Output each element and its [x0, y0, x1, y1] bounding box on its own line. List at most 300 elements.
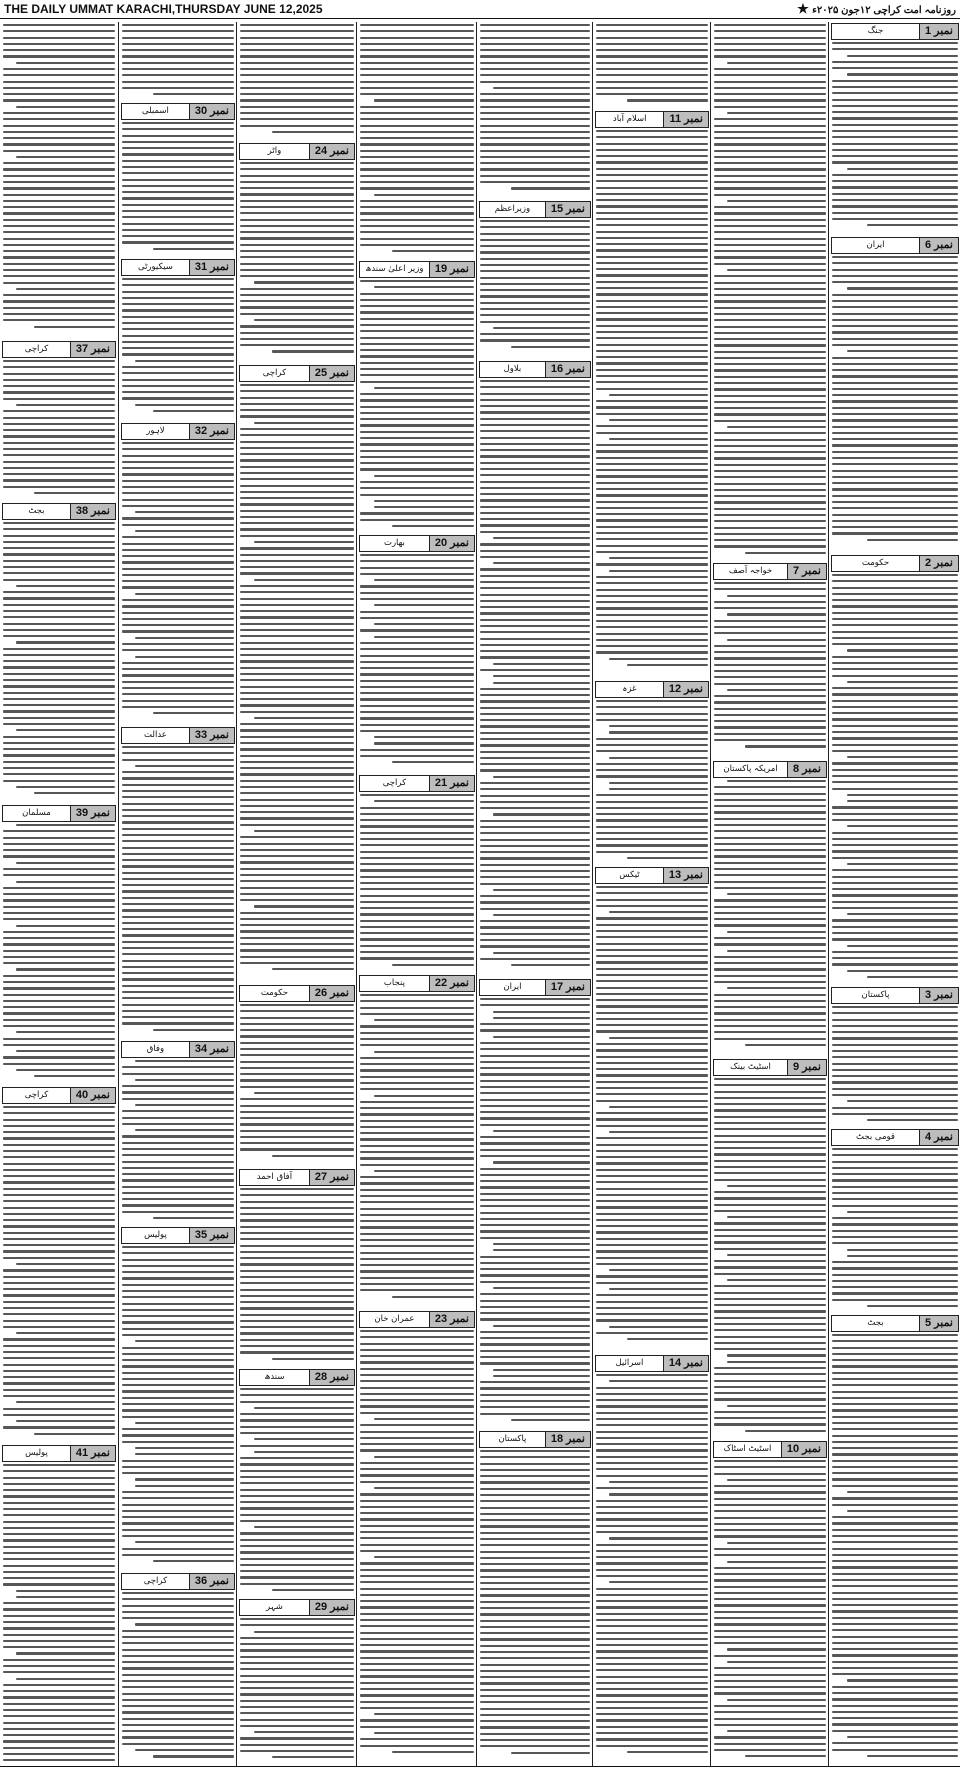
text-line	[122, 291, 234, 293]
text-line	[596, 601, 708, 603]
text-line	[714, 1342, 826, 1344]
text-line	[122, 141, 234, 143]
text-line	[122, 505, 234, 507]
text-line	[480, 1563, 590, 1565]
text-line	[34, 326, 115, 328]
text-line	[480, 524, 590, 526]
text-line	[714, 1711, 826, 1713]
text-line	[360, 512, 474, 514]
text-line	[596, 136, 708, 138]
text-line	[122, 1204, 234, 1206]
text-line	[240, 566, 354, 568]
text-line	[480, 575, 590, 577]
text-line	[240, 874, 354, 876]
text-line	[135, 360, 234, 362]
text-line	[596, 595, 708, 597]
text-line	[480, 289, 590, 291]
text-line	[714, 739, 826, 741]
news-item	[237, 1168, 357, 1368]
text-line	[240, 87, 354, 89]
text-line	[3, 1552, 115, 1554]
text-line	[240, 930, 354, 932]
text-line	[714, 645, 826, 647]
news-item-body-text	[122, 1246, 234, 1572]
text-line	[596, 582, 708, 584]
text-line	[360, 951, 474, 953]
text-line	[240, 288, 354, 290]
text-line	[609, 1326, 708, 1328]
text-line	[135, 1340, 234, 1342]
text-line	[360, 832, 474, 834]
text-line	[360, 1588, 474, 1590]
text-line	[727, 1699, 826, 1701]
text-line	[847, 756, 958, 758]
text-line	[360, 1013, 474, 1015]
text-line	[480, 769, 590, 771]
text-line	[714, 150, 826, 152]
text-line	[714, 1592, 826, 1594]
text-line	[596, 607, 708, 609]
text-line	[122, 1186, 234, 1188]
news-item-header	[121, 1041, 235, 1058]
text-line	[480, 1262, 590, 1264]
text-line	[493, 1130, 590, 1132]
text-line	[596, 1475, 708, 1477]
text-line	[480, 1212, 590, 1214]
text-line	[480, 181, 590, 183]
text-line	[480, 883, 590, 885]
text-line	[3, 410, 115, 412]
news-item-number: نمبر 35	[189, 1228, 234, 1243]
text-line	[122, 746, 234, 748]
text-line	[609, 725, 708, 727]
text-line	[832, 731, 958, 733]
text-line	[596, 168, 708, 170]
text-line	[240, 1238, 354, 1240]
text-line	[480, 455, 590, 457]
text-line	[240, 1086, 354, 1088]
text-line	[511, 1752, 590, 1754]
text-line	[360, 667, 474, 669]
text-line	[122, 916, 234, 918]
text-line	[153, 1217, 234, 1219]
text-line	[596, 369, 708, 371]
text-line	[596, 37, 708, 39]
text-line	[847, 1679, 958, 1681]
text-line	[714, 1749, 826, 1751]
news-item-body-text	[122, 278, 234, 422]
text-line	[16, 1596, 115, 1598]
text-line	[360, 711, 474, 713]
news-item	[711, 1440, 829, 1766]
text-line	[596, 899, 708, 901]
text-line	[832, 687, 958, 689]
news-item-number: نمبر 41	[70, 1446, 115, 1461]
text-line	[3, 635, 115, 637]
text-line	[3, 1137, 115, 1139]
text-line	[122, 1491, 234, 1493]
text-line	[832, 363, 958, 365]
text-line	[122, 442, 234, 444]
text-line	[480, 437, 590, 439]
text-line	[360, 1057, 474, 1059]
text-line	[3, 1119, 115, 1121]
news-item-body-text	[360, 24, 474, 260]
text-line	[153, 1755, 234, 1757]
news-item-header	[359, 975, 475, 992]
text-line	[832, 1535, 958, 1537]
text-line	[832, 507, 958, 509]
text-line	[360, 957, 474, 959]
text-line	[122, 1680, 234, 1682]
text-line	[360, 1512, 474, 1514]
text-line	[16, 1590, 115, 1592]
news-item-number: نمبر 20	[429, 536, 474, 551]
text-line	[480, 1525, 590, 1527]
text-line	[360, 1076, 474, 1078]
text-line	[240, 736, 354, 738]
text-line	[3, 553, 115, 555]
text-line	[135, 404, 234, 406]
text-line	[240, 1419, 354, 1421]
text-line	[240, 397, 354, 399]
text-line	[596, 1030, 708, 1032]
text-line	[34, 492, 115, 494]
text-line	[596, 274, 708, 276]
text-line	[714, 37, 826, 39]
text-line	[360, 938, 474, 940]
text-line	[3, 1038, 115, 1040]
text-line	[832, 605, 958, 607]
text-line	[480, 958, 590, 960]
text-line	[360, 424, 474, 426]
text-line	[832, 1217, 958, 1219]
masthead	[4, 2, 956, 16]
text-line	[714, 1491, 826, 1493]
text-line	[596, 318, 708, 320]
text-line	[714, 1367, 826, 1369]
text-line	[3, 761, 115, 763]
text-line	[832, 130, 958, 132]
news-item-header	[121, 103, 235, 120]
text-line	[832, 1428, 958, 1430]
text-line	[596, 212, 708, 214]
text-line	[240, 1656, 354, 1658]
text-line	[240, 1067, 354, 1069]
text-line	[596, 700, 708, 702]
text-line	[3, 1307, 115, 1309]
text-line	[511, 964, 590, 966]
text-line	[122, 328, 234, 330]
text-line	[596, 450, 708, 452]
text-line	[240, 949, 354, 951]
text-line	[3, 24, 115, 26]
text-line	[480, 137, 590, 139]
news-column	[236, 22, 357, 1766]
text-line	[480, 1745, 590, 1747]
text-line	[3, 1276, 115, 1278]
text-line	[122, 536, 234, 538]
text-line	[832, 1730, 958, 1732]
text-line	[360, 1201, 474, 1203]
text-line	[480, 638, 590, 640]
text-line	[832, 1280, 958, 1282]
text-line	[122, 1073, 234, 1075]
text-line	[832, 618, 958, 620]
text-line	[122, 1598, 234, 1600]
text-line	[714, 1523, 826, 1525]
text-line	[3, 1489, 115, 1491]
text-line	[714, 793, 826, 795]
text-line	[714, 1006, 826, 1008]
text-line	[832, 869, 958, 871]
news-item-number: نمبر 14	[663, 1356, 708, 1371]
text-line	[832, 712, 958, 714]
text-line	[3, 704, 115, 706]
text-line	[240, 528, 354, 530]
text-line	[596, 1650, 708, 1652]
text-line	[480, 688, 590, 690]
text-line	[3, 1571, 115, 1573]
text-line	[714, 683, 826, 685]
text-line	[832, 155, 958, 157]
news-item-continuation	[593, 22, 711, 110]
text-line	[480, 732, 590, 734]
news-item-header	[595, 111, 709, 128]
text-line	[360, 49, 474, 51]
text-line	[832, 1717, 958, 1719]
text-line	[480, 625, 590, 627]
text-line	[480, 1274, 590, 1276]
text-line	[627, 664, 708, 666]
text-line	[714, 294, 826, 296]
text-line	[714, 1310, 826, 1312]
urdu-masthead-date	[797, 1, 956, 17]
news-item-header	[479, 1431, 591, 1448]
news-item-body-text	[3, 360, 115, 502]
text-line	[360, 895, 474, 897]
text-line	[714, 514, 826, 516]
text-line	[480, 1594, 590, 1596]
text-line	[832, 205, 958, 207]
text-line	[596, 1449, 708, 1451]
text-line	[3, 461, 115, 463]
text-line	[847, 863, 958, 865]
text-line	[240, 1576, 354, 1578]
text-line	[272, 131, 354, 133]
text-line	[135, 637, 234, 639]
text-line	[122, 897, 234, 899]
text-line	[480, 1701, 590, 1703]
text-line	[360, 1233, 474, 1235]
text-line	[714, 106, 826, 108]
text-line	[360, 137, 474, 139]
text-line	[360, 43, 474, 45]
text-line	[832, 951, 958, 953]
text-line	[360, 1650, 474, 1652]
text-line	[745, 745, 826, 747]
text-line	[832, 99, 958, 101]
text-line	[596, 801, 708, 803]
text-line	[360, 450, 474, 452]
text-line	[3, 1514, 115, 1516]
text-line	[3, 1169, 115, 1171]
text-line	[240, 43, 354, 45]
text-line	[714, 231, 826, 233]
news-item-number: نمبر 32	[189, 424, 234, 439]
news-item-header	[239, 143, 355, 160]
text-line	[714, 1116, 826, 1118]
text-line	[135, 1447, 234, 1449]
text-line	[596, 1175, 708, 1177]
text-line	[714, 501, 826, 503]
text-line	[714, 912, 826, 914]
text-line	[360, 1399, 474, 1401]
text-line	[596, 1544, 708, 1546]
text-line	[493, 1243, 590, 1245]
text-line	[240, 635, 354, 637]
text-line	[122, 966, 234, 968]
text-line	[832, 1334, 958, 1336]
news-item-category: کراچی	[143, 1576, 168, 1586]
text-line	[596, 1307, 708, 1309]
text-line	[3, 250, 115, 252]
text-line	[3, 112, 115, 114]
text-line	[240, 219, 354, 221]
text-line	[3, 1558, 115, 1560]
text-line	[480, 1676, 590, 1678]
text-line	[714, 483, 826, 485]
text-line	[240, 168, 354, 170]
text-line	[847, 1211, 958, 1213]
text-line	[360, 231, 474, 233]
text-line	[493, 1036, 590, 1038]
text-line	[714, 1392, 826, 1394]
text-line	[240, 384, 354, 386]
text-line	[727, 1354, 826, 1356]
text-line	[360, 219, 474, 221]
text-line	[3, 429, 115, 431]
text-line	[832, 1579, 958, 1581]
text-line	[596, 444, 708, 446]
text-line	[596, 187, 708, 189]
news-item-number: نمبر 11	[663, 112, 708, 127]
news-item-category: جنگ	[867, 26, 884, 36]
text-line	[360, 24, 474, 26]
text-line	[360, 1562, 474, 1564]
text-line	[360, 1107, 474, 1109]
text-line	[3, 200, 115, 202]
news-item-body-text	[596, 130, 708, 680]
text-line	[374, 1019, 474, 1021]
text-line	[3, 660, 115, 662]
text-line	[360, 1663, 474, 1665]
text-line	[122, 890, 234, 892]
text-line	[3, 391, 115, 393]
text-line	[596, 1112, 708, 1114]
news-item-continuation	[357, 22, 477, 260]
text-line	[240, 1700, 354, 1702]
text-line	[627, 1751, 708, 1753]
text-line	[847, 1491, 958, 1493]
text-line	[122, 752, 234, 754]
text-line	[832, 212, 958, 214]
text-line	[832, 1686, 958, 1688]
text-line	[240, 1551, 354, 1553]
text-line	[240, 193, 354, 195]
text-line	[122, 1705, 234, 1707]
text-line	[832, 419, 958, 421]
text-line	[832, 706, 958, 708]
text-line	[480, 1601, 590, 1603]
text-line	[596, 551, 708, 553]
text-line	[122, 1743, 234, 1745]
text-line	[360, 37, 474, 39]
news-item-body-text	[122, 746, 234, 1040]
text-line	[3, 1527, 115, 1529]
text-line	[3, 99, 115, 101]
text-line	[3, 275, 115, 277]
text-line	[832, 520, 958, 522]
news-item	[119, 1572, 237, 1766]
text-line	[240, 1643, 354, 1645]
text-line	[596, 706, 708, 708]
text-line	[832, 174, 958, 176]
text-line	[3, 93, 115, 95]
text-line	[122, 1441, 234, 1443]
text-line	[714, 1197, 826, 1199]
news-item-body-text	[122, 122, 234, 258]
news-item-body-text	[832, 1334, 958, 1766]
text-line	[360, 1575, 474, 1577]
text-line	[596, 1575, 708, 1577]
text-line	[122, 179, 234, 181]
news-item-body-text	[360, 794, 474, 974]
text-line	[596, 432, 708, 434]
news-item-body-text	[3, 24, 115, 340]
text-line	[360, 1431, 474, 1433]
text-line	[122, 777, 234, 779]
text-line	[360, 598, 474, 600]
text-line	[596, 999, 708, 1001]
text-line	[714, 1579, 826, 1581]
text-line	[596, 1669, 708, 1671]
text-line	[240, 1004, 354, 1006]
text-line	[480, 587, 590, 589]
text-line	[847, 1255, 958, 1257]
text-line	[480, 487, 590, 489]
text-line	[596, 1688, 708, 1690]
text-line	[832, 218, 958, 220]
text-line	[240, 1257, 354, 1259]
text-line	[596, 1405, 708, 1407]
text-line	[240, 1048, 354, 1050]
text-line	[714, 1025, 826, 1027]
text-line	[832, 813, 958, 815]
news-item	[237, 1368, 357, 1598]
text-line	[374, 387, 474, 389]
text-line	[240, 459, 354, 461]
text-line	[847, 73, 958, 75]
text-line	[832, 901, 958, 903]
text-line	[832, 806, 958, 808]
text-line	[480, 1042, 590, 1044]
text-line	[832, 587, 958, 589]
text-line	[480, 926, 590, 928]
text-line	[122, 821, 234, 823]
text-line	[240, 1232, 354, 1234]
text-line	[847, 1510, 958, 1512]
